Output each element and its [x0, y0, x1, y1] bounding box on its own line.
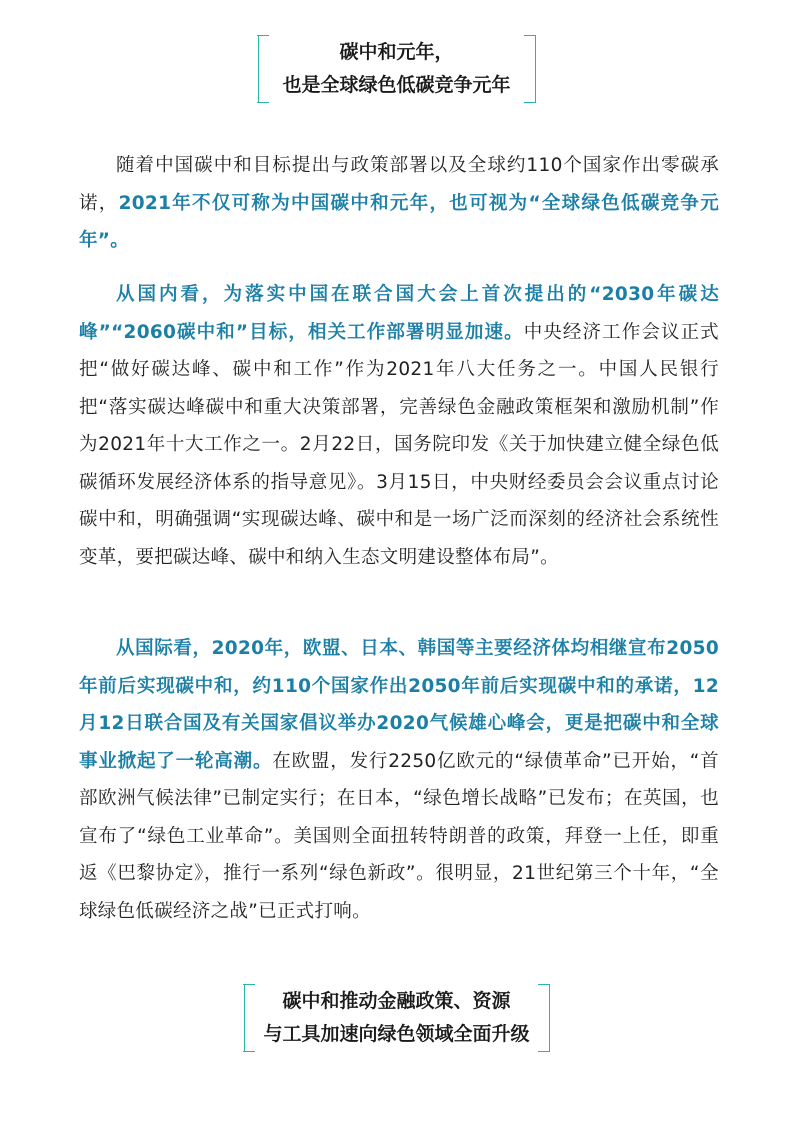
section-heading-2	[244, 985, 550, 1051]
paragraph-3	[79, 630, 719, 930]
paragraph-1	[79, 147, 719, 260]
section-heading-2-line-1: 碳中和推动金融政策、资源	[282, 990, 511, 1012]
section-heading-1-line-2: 也是全球绿色低碳竞争元年	[282, 74, 511, 96]
paragraph-3-highlight: 从国际看，2020年，欧盟、日本、韩国等主要经济体均相继宣布2050年前后实现碳中和，约110个国家作出2050年前后实现碳中和的承诺，12月12日联合国及有关国家倡议举办2020气候雄心峰会，更是把碳中和全球事业掀起了一轮高潮。	[79, 638, 719, 772]
section-heading-2-line-2: 与工具加速向绿色领域全面升级	[263, 1023, 530, 1045]
paragraph-2-highlight: 从国内看，为落实中国在联合国大会上首次提出的“2030年碳达峰”“2060碳中和”目标，相关工作部署明显加速。	[79, 284, 719, 343]
paragraph-1-text: 随着中国碳中和目标提出与政策部署以及全球约110个国家作出零碳承诺，	[79, 155, 719, 214]
paragraph-1-highlight: 2021年不仅可称为中国碳中和元年，也可视为“全球绿色低碳竞争元年”。	[79, 192, 719, 251]
paragraph-2	[79, 276, 719, 576]
paragraph-3-text: 在欧盟，发行2250亿欧元的“绿债革命”已开始，“首部欧洲气候法律”已制定实行；在日本，“绿色增长战略”已发布；在英国，也宣布了“绿色工业革命”。美国则全面扭转特朗普的政策，拜登一上任，即重返《巴黎协定》，推行一系列“绿色新政”。很明显，21世纪第三个十年，“全球绿色低碳经济之战”已正式打响。	[79, 750, 719, 922]
paragraph-2-text: 中央经济工作会议正式把“做好碳达峰、碳中和工作”作为2021年八大任务之一。中国人民银行把“落实碳达峰碳中和重大决策部署，完善绿色金融政策框架和激励机制”作为2021年十大工作之一。2月22日，国务院印发《关于加快建立健全绿色低碳循环发展经济体系的指导意见》。3月15日，中央财经委员会会议重点讨论碳中和，明确强调“实现碳达峰、碳中和是一场广泛而深刻的经济社会系统性变革，要把碳达峰、碳中和纳入生态文明建设整体布局”。	[79, 321, 719, 568]
section-heading-1-line-1: 碳中和元年，	[339, 41, 454, 63]
section-heading-1	[258, 36, 536, 102]
